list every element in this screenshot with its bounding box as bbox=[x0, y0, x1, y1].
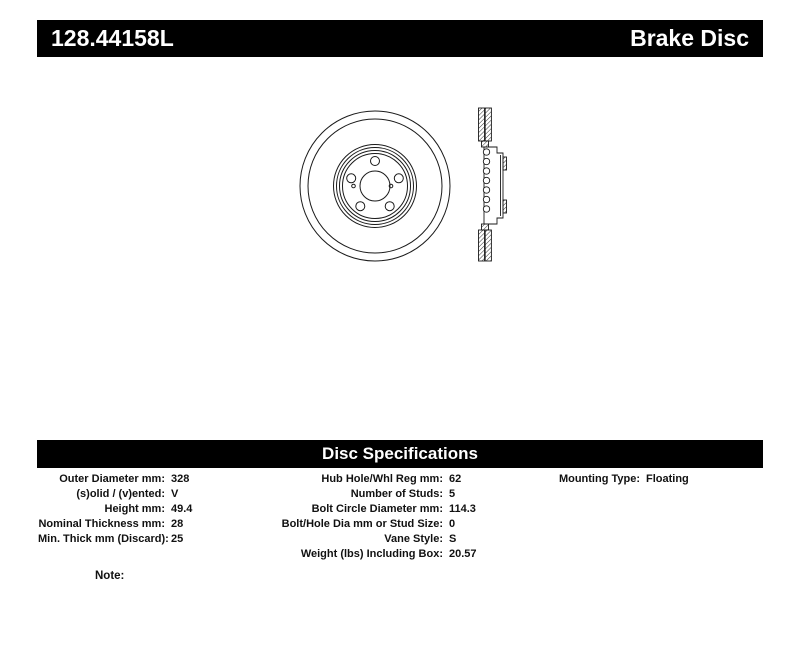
spec-label: Bolt Circle Diameter mm: bbox=[311, 503, 443, 515]
spec-label: Height mm: bbox=[104, 503, 165, 515]
spec-row-nominal-thickness bbox=[38, 517, 192, 532]
spec-value: 114.3 bbox=[449, 503, 476, 515]
spec-value: 20.57 bbox=[449, 548, 477, 560]
spec-row-vane-style bbox=[280, 532, 477, 547]
product-title: Brake Disc bbox=[630, 25, 749, 51]
spec-value: 0 bbox=[449, 518, 456, 530]
spec-section-bar bbox=[37, 440, 763, 468]
brake-disc-front-view-icon bbox=[300, 111, 450, 261]
spec-value: Floating bbox=[646, 473, 689, 485]
spec-value: 28 bbox=[171, 518, 184, 530]
spec-value: V bbox=[171, 488, 179, 500]
spec-label: Nominal Thickness mm: bbox=[38, 518, 165, 530]
spec-column-hub bbox=[280, 472, 477, 562]
spec-label: Min. Thick mm (Discard): bbox=[38, 533, 169, 545]
spec-label: Outer Diameter mm: bbox=[59, 473, 165, 485]
spec-row-number-of-studs bbox=[280, 487, 477, 502]
spec-value: 62 bbox=[449, 473, 462, 485]
brake-disc-cross-section-icon bbox=[479, 108, 507, 261]
spec-row-min-thickness bbox=[38, 532, 192, 547]
spec-label: Bolt/Hole Dia mm or Stud Size: bbox=[281, 518, 443, 530]
spec-label: Number of Studs: bbox=[350, 488, 443, 500]
spec-row-outer-diameter bbox=[38, 472, 192, 487]
spec-label: Hub Hole/Whl Reg mm: bbox=[321, 473, 443, 485]
note-label: Note: bbox=[95, 570, 125, 582]
spec-row-hub-hole bbox=[280, 472, 477, 487]
spec-row-solid-vented bbox=[38, 487, 192, 502]
spec-row-mounting-type bbox=[530, 472, 689, 487]
spec-section-title: Disc Specifications bbox=[322, 444, 478, 463]
spec-value: 328 bbox=[171, 473, 190, 485]
spec-value: 25 bbox=[171, 533, 184, 545]
spec-value: S bbox=[449, 533, 457, 545]
spec-column-mounting bbox=[530, 472, 689, 487]
part-number: 128.44158L bbox=[51, 25, 174, 51]
header-bar bbox=[37, 20, 763, 57]
spec-row-bolt-circle-diameter bbox=[280, 502, 477, 517]
spec-label: Weight (lbs) Including Box: bbox=[300, 548, 443, 560]
spec-value: 5 bbox=[449, 488, 456, 500]
spec-row-height bbox=[38, 502, 192, 517]
spec-value: 49.4 bbox=[171, 503, 193, 515]
spec-row-bolt-hole-dia bbox=[280, 517, 477, 532]
spec-column-dimensions bbox=[38, 472, 192, 547]
spec-label: (s)olid / (v)ented: bbox=[76, 488, 165, 500]
brake-disc-technical-drawing bbox=[285, 95, 520, 275]
spec-row-weight bbox=[280, 547, 477, 562]
spec-label: Mounting Type: bbox=[558, 473, 640, 485]
spec-label: Vane Style: bbox=[384, 533, 443, 545]
